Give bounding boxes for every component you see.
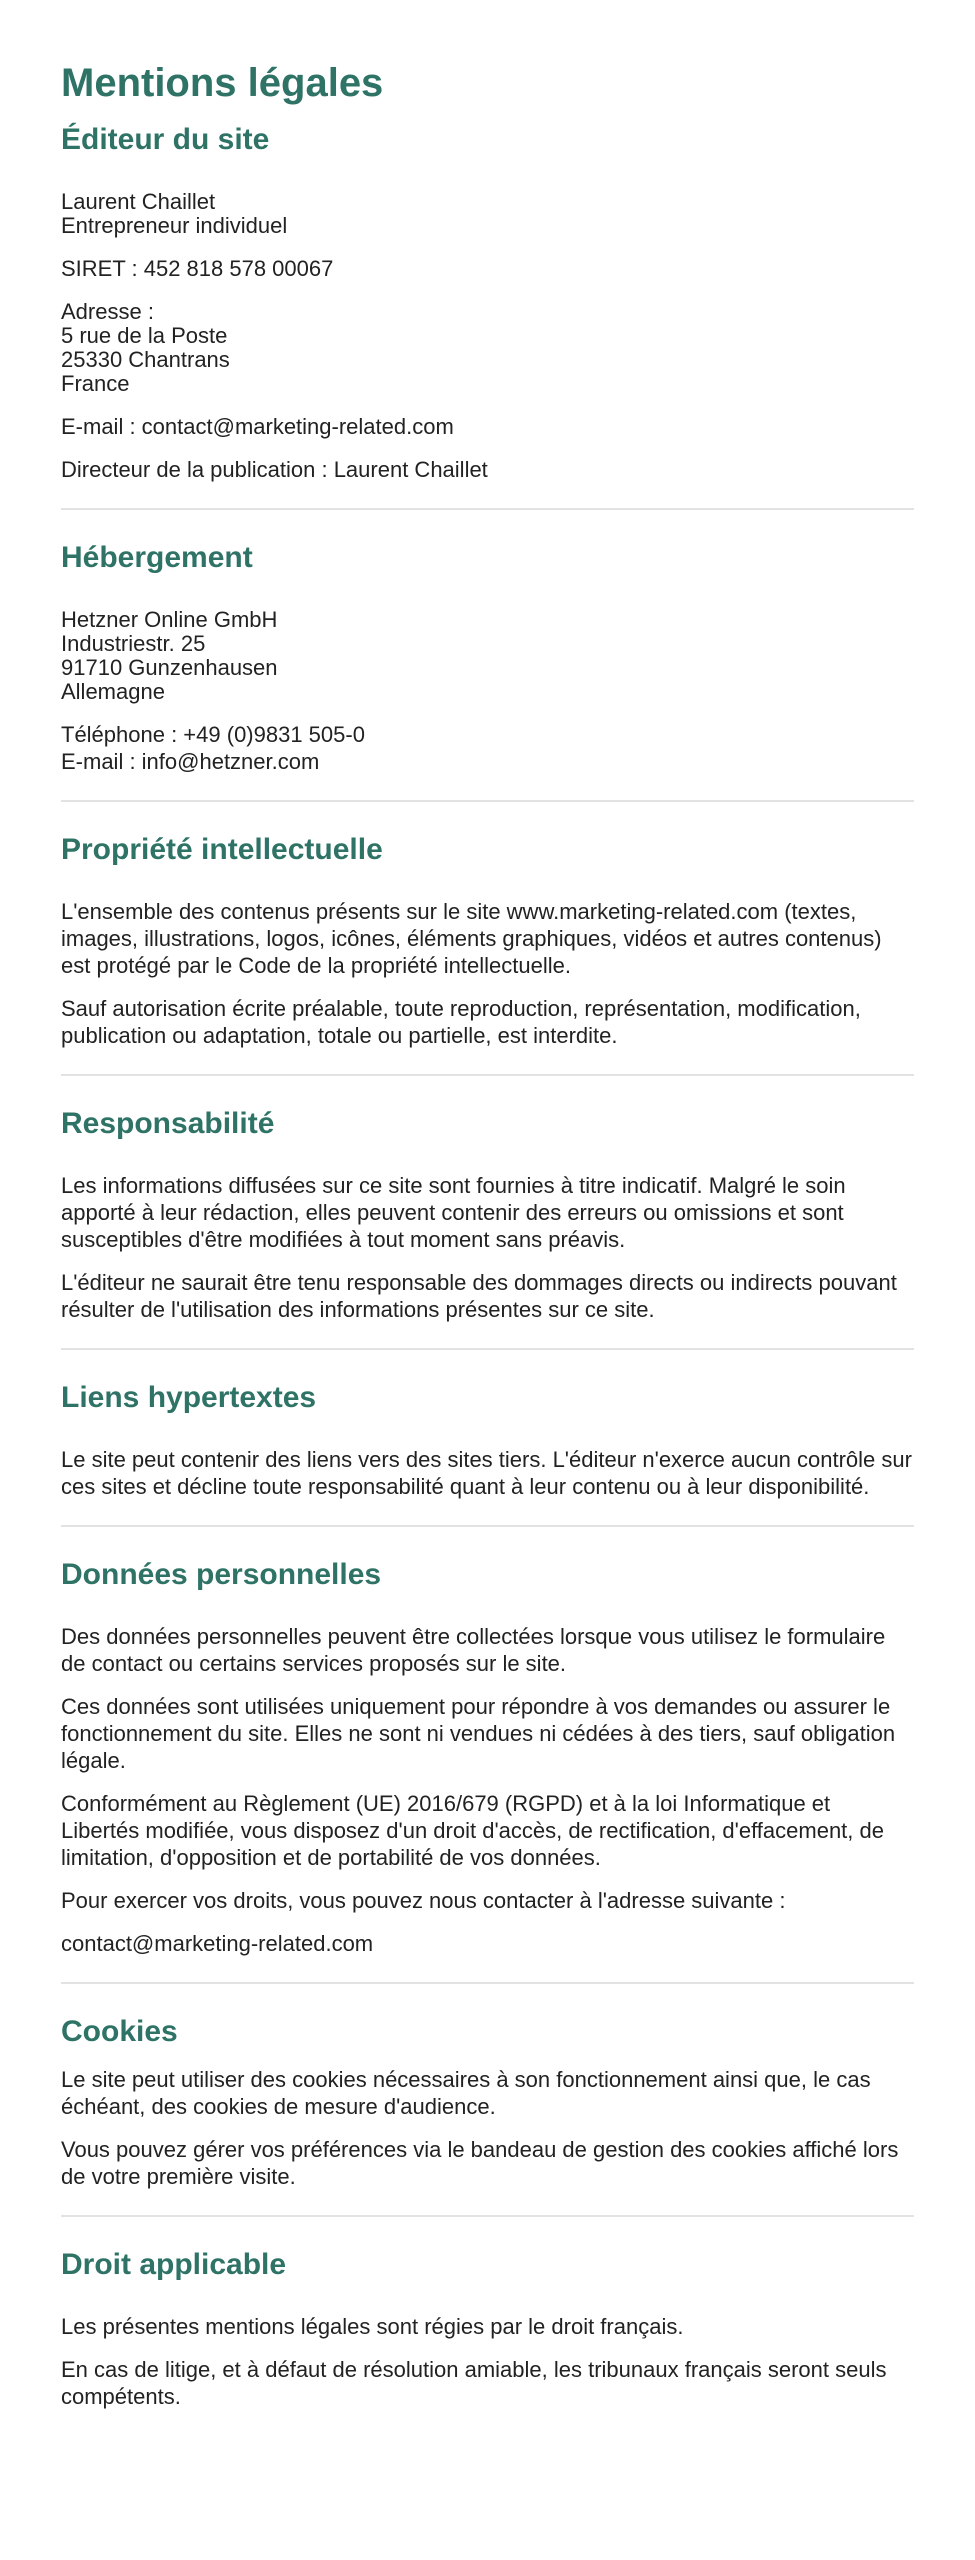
editeur-siret: SIRET : 452 818 578 00067 [61,256,334,281]
editeur-address-country: France [61,371,130,396]
editeur-address-label: Adresse : [61,299,154,324]
section-hebergement [61,540,914,775]
editeur-email: E-mail : contact@marketing-related.com [61,414,454,439]
section-title-donnees: Données personnelles [61,1558,382,1591]
hebergement-street: Industriestr. 25 [61,631,206,656]
section-divider [61,800,914,802]
section-title-propriete: Propriété intellectuelle [61,833,383,866]
responsabilite-paragraph: Les informations diffusées sur ce site sont fournies à titre indicatif. Malgré le soin apporté à leur rédaction, elles peuvent contenir des erreurs ou omissions et sont susceptibles d'être modifiées à tout moment sans préavis. [61,1173,846,1252]
editeur-director: Directeur de la publication : Laurent Chaillet [61,457,488,482]
section-divider [61,1982,914,1984]
hebergement-company: Hetzner Online GmbH [61,607,278,632]
donnees-paragraph: Des données personnelles peuvent être collectées lorsque vous utilisez le formulaire de contact ou certains services proposés sur le site. [61,1624,886,1676]
donnees-contact-email: contact@marketing-related.com [61,1931,374,1956]
donnees-paragraph: Ces données sont utilisées uniquement pour répondre à vos demandes ou assurer le fonctionnement du site. Elles ne sont ni vendues ni cédées à des tiers, sauf obligation légale. [61,1694,896,1773]
editeur-identity [61,188,914,239]
donnees-paragraph: Pour exercer vos droits, vous pouvez nous contacter à l'adresse suivante : [61,1888,786,1913]
section-divider [61,508,914,510]
section-divider [61,1348,914,1350]
section-cookies [61,2014,914,2190]
hebergement-city: 91710 Gunzenhausen [61,655,278,680]
propriete-paragraph: L'ensemble des contenus présents sur le site www.marketing-related.com (textes, images, illustrations, logos, icônes, éléments graphiques, vidéos et autres contenus) est protégé par le Code de la propriété intellectuelle. [61,899,882,978]
section-title-hebergement: Hébergement [61,541,253,574]
section-divider [61,2215,914,2217]
section-title-droit: Droit applicable [61,2248,287,2281]
section-title-responsabilite: Responsabilité [61,1107,275,1140]
page-title: Mentions légales [61,61,384,105]
hebergement-contact [61,721,914,775]
editeur-address-street: 5 rue de la Poste [61,323,228,348]
donnees-paragraph: Conformément au Règlement (UE) 2016/679 (RGPD) et à la loi Informatique et Libertés modifiée, vous disposez d'un droit d'accès, de rectification, d'effacement, de limitation, d'opposition et de portabilité de vos données. [61,1791,884,1870]
liens-paragraph: Le site peut contenir des liens vers des sites tiers. L'éditeur n'exerce aucun contrôle sur ces sites et décline toute responsabilité quant à leur contenu ou à leur disponibilité. [61,1447,912,1499]
hebergement-phone: Téléphone : +49 (0)9831 505-0 [61,722,365,747]
droit-paragraph: Les présentes mentions légales sont régies par le droit français. [61,2314,684,2339]
hebergement-email: E-mail : info@hetzner.com [61,749,320,774]
hebergement-address [61,606,914,705]
section-responsabilite [61,1106,914,1323]
section-editeur [61,122,914,483]
section-liens [61,1380,914,1500]
section-propriete [61,832,914,1049]
cookies-paragraph: Le site peut utiliser des cookies nécessaires à son fonctionnement ainsi que, le cas échéant, des cookies de mesure d'audience. [61,2067,871,2119]
hebergement-country: Allemagne [61,679,165,704]
editeur-address [61,298,914,397]
section-donnees [61,1557,914,1957]
propriete-paragraph: Sauf autorisation écrite préalable, toute reproduction, représentation, modification, publication ou adaptation, totale ou partielle, est interdite. [61,996,861,1048]
editeur-address-city: 25330 Chantrans [61,347,230,372]
responsabilite-paragraph: L'éditeur ne saurait être tenu responsable des dommages directs ou indirects pouvant résulter de l'utilisation des informations présentes sur ce site. [61,1270,897,1322]
section-divider [61,1074,914,1076]
section-droit [61,2247,914,2410]
droit-paragraph: En cas de litige, et à défaut de résolution amiable, les tribunaux français seront seuls compétents. [61,2357,887,2409]
editeur-status: Entrepreneur individuel [61,213,288,238]
cookies-paragraph: Vous pouvez gérer vos préférences via le bandeau de gestion des cookies affiché lors de votre première visite. [61,2137,899,2189]
editeur-name: Laurent Chaillet [61,189,216,214]
section-title-liens: Liens hypertextes [61,1381,317,1414]
section-title-cookies: Cookies [61,2015,178,2048]
section-title-editeur: Éditeur du site [61,123,270,156]
section-divider [61,1525,914,1527]
